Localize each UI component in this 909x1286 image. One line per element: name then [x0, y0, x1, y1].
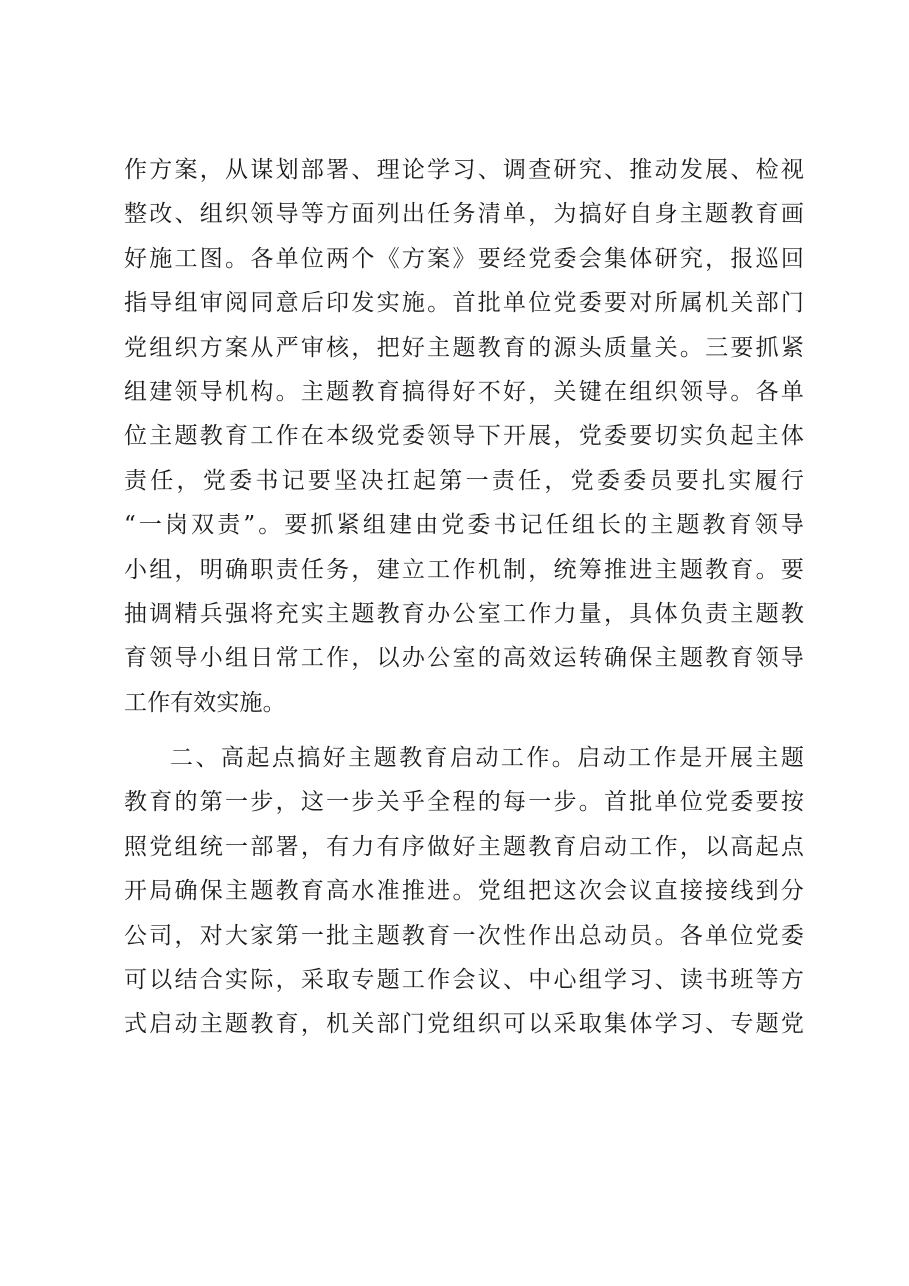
text-line: 二、高起点搞好主题教育启动工作。启动工作是开展主题 [170, 745, 804, 772]
text-line: 抽调精兵强将充实主题教育办公室工作力量，具体负责主题教 [124, 600, 804, 627]
text-line: 照党组统一部署，有力有序做好主题教育启动工作，以高起点 [124, 833, 804, 860]
text-line: 责任，党委书记要坚决扛起第一责任，党委委员要扎实履行 [124, 467, 804, 494]
text-line: 作方案，从谋划部署、理论学习、调查研究、推动发展、检视 [124, 157, 804, 183]
text-line: 开局确保主题教育高水准推进。党组把这次会议直接接线到分 [124, 878, 804, 905]
paragraph-1 [124, 148, 804, 725]
text-line: 指导组审阅同意后印发实施。首批单位党委要对所属机关部门 [124, 290, 804, 317]
text-line: 公司，对大家第一批主题教育一次性作出总动员。各单位党委 [124, 922, 804, 949]
text-line: 位主题教育工作在本级党委领导下开展，党委要切实负起主体 [124, 423, 804, 450]
paragraph-2 [124, 736, 804, 1047]
text-line: 可以结合实际，采取专题工作会议、中心组学习、读书班等方 [124, 967, 804, 994]
paragraph-gap [124, 725, 804, 736]
text-line: 好施工图。各单位两个《方案》要经党委会集体研究，报巡回 [124, 245, 804, 272]
text-line: 育领导小组日常工作，以办公室的高效运转确保主题教育领导 [124, 645, 804, 672]
text-line: 整改、组织领导等方面列出任务清单，为搞好自身主题教育画 [124, 201, 804, 228]
text-line: 组建领导机构。主题教育搞得好不好，关键在组织领导。各单 [124, 378, 804, 405]
text-line: 教育的第一步，这一步关乎全程的每一步。首批单位党委要按 [124, 789, 804, 816]
document-body [124, 148, 804, 1047]
text-line: 小组，明确职责任务，建立工作机制，统筹推进主题教育。要 [124, 556, 804, 583]
text-line: 工作有效实施。 [124, 689, 286, 716]
text-line: 党组织方案从严审核，把好主题教育的源头质量关。三要抓紧 [124, 334, 804, 361]
text-line: 式启动主题教育，机关部门党组织可以采取集体学习、专题党 [124, 1011, 804, 1038]
text-line: “一岗双责”。要抓紧组建由党委书记任组长的主题教育领导 [124, 512, 804, 539]
